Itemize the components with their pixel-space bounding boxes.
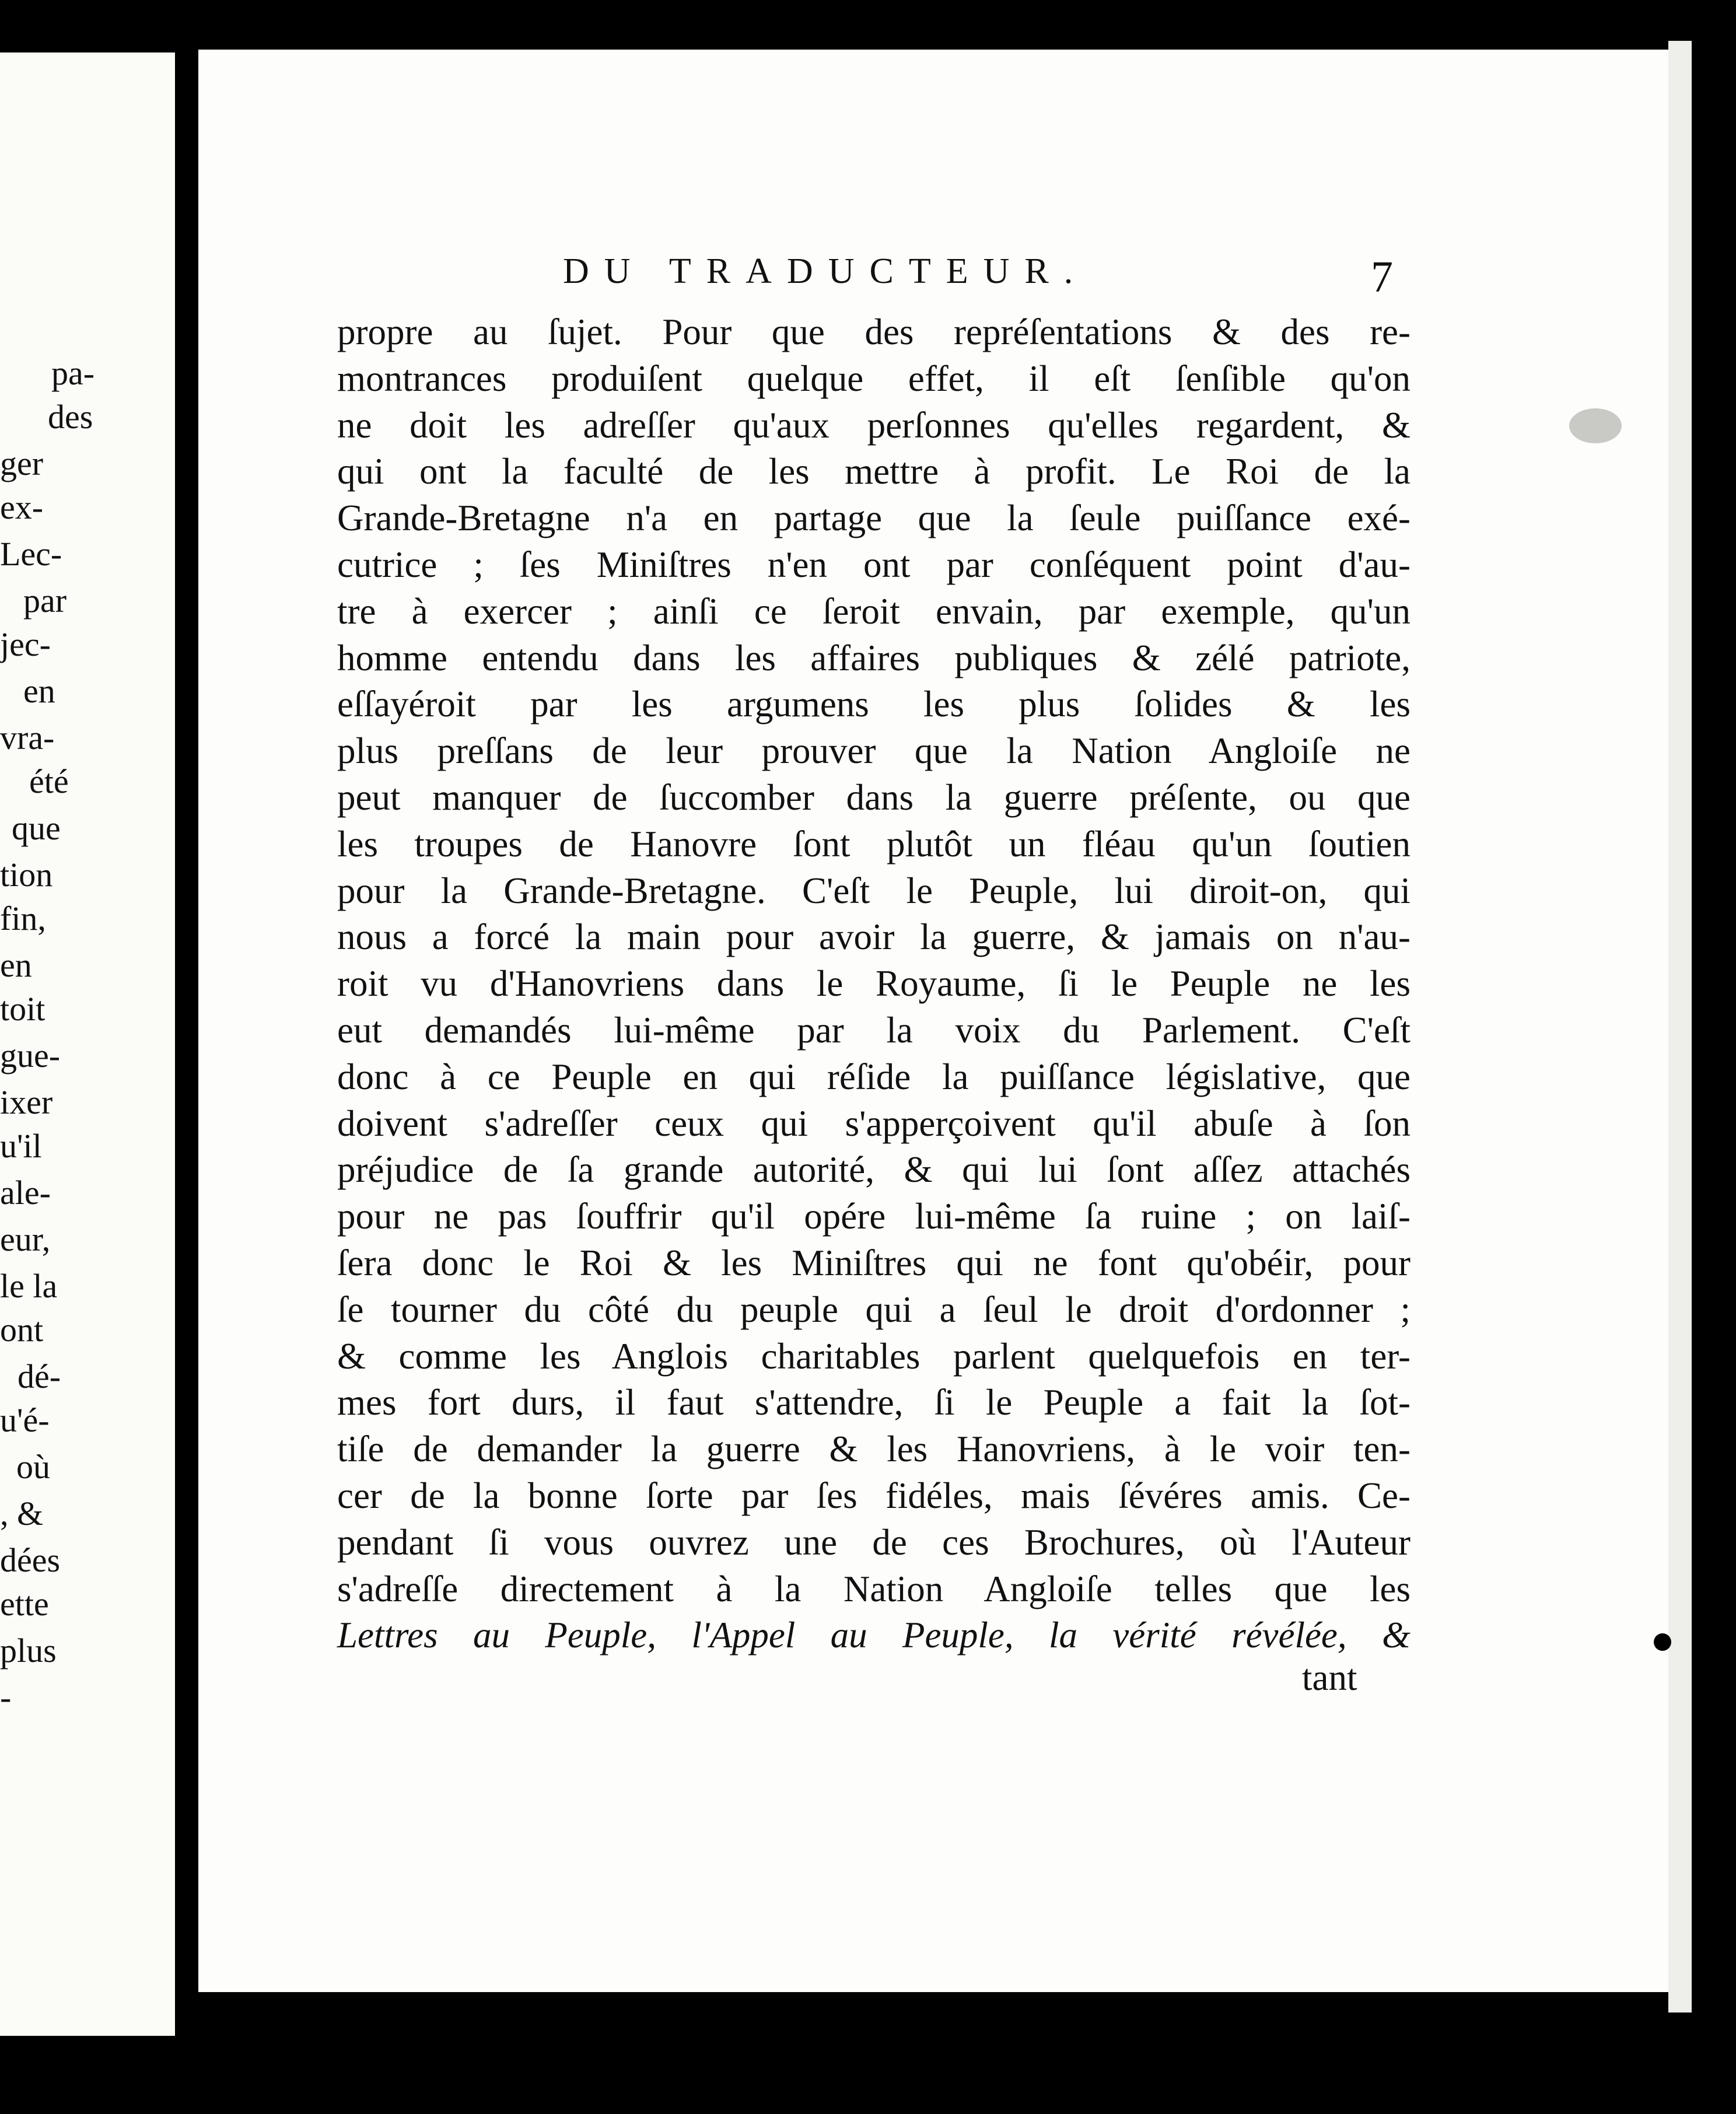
facing-line: , & xyxy=(0,1494,44,1532)
text-line: donc à ce Peuple en qui réſide la puiſſance législative, que xyxy=(337,1056,1410,1097)
facing-line: ont xyxy=(0,1311,44,1349)
facing-line: tion xyxy=(0,856,53,894)
facing-line: gue- xyxy=(0,1037,61,1074)
ink-spot xyxy=(1654,1633,1671,1651)
facing-line: u'é- xyxy=(0,1401,50,1439)
text-line: plus preſſans de leur prouver que la Nation Angloiſe ne xyxy=(337,730,1410,772)
facing-line: été xyxy=(29,762,69,800)
facing-line: en xyxy=(0,946,32,984)
text-line: doivent s'adreſſer ceux qui s'apperçoivent qu'il abuſe à ſon xyxy=(337,1102,1410,1144)
facing-line: où xyxy=(16,1448,50,1486)
text-line: ſera donc le Roi & les Miniſtres qui ne font qu'obéir, pour xyxy=(337,1242,1410,1283)
text-line: & comme les Anglois charitables parlent quelquefois en ter- xyxy=(337,1335,1410,1377)
facing-line: dées xyxy=(0,1541,61,1579)
text-line: qui ont la faculté de les mettre à profit. Le Roi de la xyxy=(337,451,1410,492)
facing-line: ixer xyxy=(0,1083,53,1121)
text-line: peut manquer de ſuccomber dans la guerre préſente, ou que xyxy=(337,776,1410,818)
text-line: pour la Grande-Bretagne. C'eſt le Peuple, lui diroit-on, qui xyxy=(337,870,1410,911)
book-gutter xyxy=(175,0,198,2114)
facing-line: eur, xyxy=(0,1220,51,1258)
text-line: montrances produiſent quelque effet, il eſt ſenſible qu'on xyxy=(337,358,1410,399)
text-line: Grande-Bretagne n'a en partage que la ſeule puiſſance exé- xyxy=(337,498,1410,539)
text-line: eſſayéroit par les argumens les plus ſolides & les xyxy=(337,684,1410,725)
facing-line: par xyxy=(23,582,67,620)
facing-line: vra- xyxy=(0,719,55,757)
facing-line: le la xyxy=(0,1267,58,1305)
facing-line: Lec- xyxy=(0,535,62,573)
running-head: DU TRADUCTEUR. xyxy=(563,251,1088,291)
facing-line: ger xyxy=(0,444,44,482)
text-line: tiſe de demander la guerre & les Hanovriens, à le voir ten- xyxy=(337,1429,1410,1470)
ink-smudge xyxy=(1569,408,1622,443)
text-line: pour ne pas ſouffrir qu'il opére lui-même ſa ruine ; on laiſ- xyxy=(337,1196,1410,1237)
text-line: homme entendu dans les affaires publiques & zélé patriote, xyxy=(337,637,1410,678)
text-line: cutrice ; ſes Miniſtres n'en ont par conſéquent point d'au- xyxy=(337,544,1410,585)
facing-line: fin, xyxy=(0,900,46,937)
text-line: pendant ſi vous ouvrez une de ces Brochures, où l'Auteur xyxy=(337,1521,1410,1563)
catchword: tant xyxy=(1302,1657,1357,1698)
text-line: cer de la bonne ſorte par ſes fidéles, mais ſévéres amis. Ce- xyxy=(337,1475,1410,1516)
facing-line: en xyxy=(23,672,55,710)
facing-line: jec- xyxy=(0,625,51,663)
text-line: eut demandés lui-même par la voix du Parlement. C'eſt xyxy=(337,1009,1410,1051)
page-edge xyxy=(1668,41,1692,2013)
facing-line: ex- xyxy=(0,488,44,526)
text-line: nous a forcé la main pour avoir la guerre, & jamais on n'au- xyxy=(337,916,1410,958)
text-line-italic-titles: Lettres au Peuple, l'Appel au Peuple, la vérité révélée, & xyxy=(337,1615,1410,1656)
page-number: 7 xyxy=(1371,253,1393,302)
text-line: s'adreſſe directement à la Nation Angloiſe telles que les xyxy=(337,1568,1410,1609)
text-line: ne doit les adreſſer qu'aux perſonnes qu'elles regardent, & xyxy=(337,404,1410,446)
body-text xyxy=(337,309,1410,1659)
facing-line: ette xyxy=(0,1585,49,1623)
facing-line: pa- xyxy=(51,354,95,392)
text-line: ſe tourner du côté du peuple qui a ſeul le droit d'ordonner ; xyxy=(337,1289,1410,1330)
facing-page-fragment xyxy=(0,52,175,2036)
facing-line: que xyxy=(12,809,61,847)
text-line: mes fort durs, il faut s'attendre, ſi le Peuple a fait la ſot- xyxy=(337,1382,1410,1423)
facing-line: toit xyxy=(0,990,46,1028)
facing-line: u'il xyxy=(0,1127,42,1165)
facing-line: dé- xyxy=(18,1357,61,1395)
text-line: propre au ſujet. Pour que des repréſentations & des re- xyxy=(337,312,1410,352)
facing-line: des xyxy=(48,398,93,436)
text-line: tre à exercer ; ainſi ce ſeroit envain, par exemple, qu'un xyxy=(337,590,1410,632)
text-line: les troupes de Hanovre ſont plutôt un fléau qu'un ſoutien xyxy=(337,823,1410,864)
text-line: roit vu d'Hanovriens dans le Royaume, ſi le Peuple ne les xyxy=(337,963,1410,1005)
facing-line: plus xyxy=(0,1632,57,1670)
text-line: préjudice de ſa grande autorité, & qui lui ſont aſſez attachés xyxy=(337,1149,1410,1191)
facing-line: - xyxy=(0,1678,12,1716)
facing-line: ale- xyxy=(0,1174,51,1212)
